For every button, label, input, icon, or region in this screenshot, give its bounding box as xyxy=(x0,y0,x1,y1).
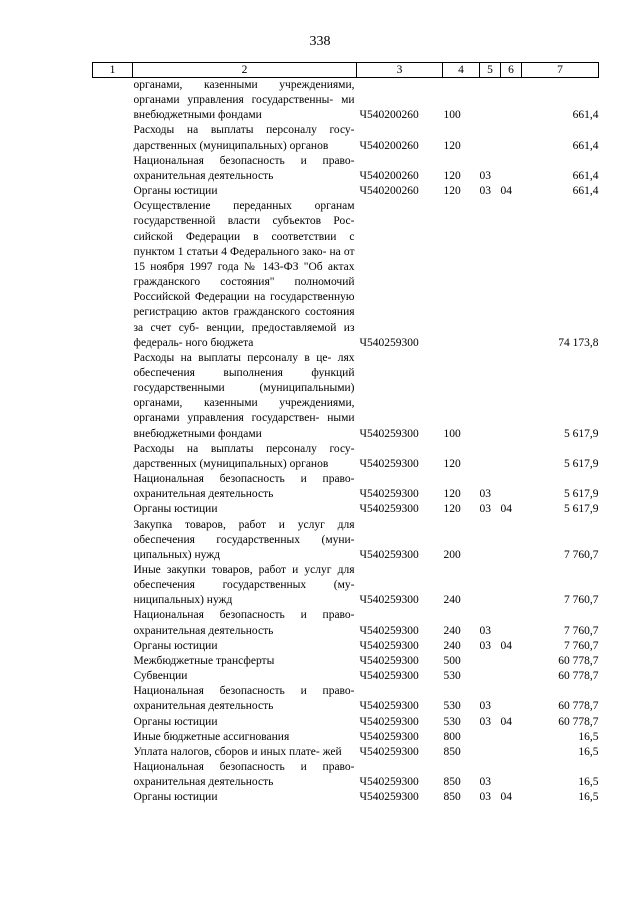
cell-amount: 661,4 xyxy=(572,169,599,182)
cell-amount: 60 778,7 xyxy=(558,654,599,667)
table-row xyxy=(93,184,599,199)
name-line: для обеспечения государственных (му- xyxy=(133,564,355,592)
cell-subsection xyxy=(501,669,522,684)
cell-name xyxy=(133,184,357,199)
name-line: "Об актах гражданского состояния" xyxy=(133,260,355,289)
name-line: ными внебюджетными фондами xyxy=(133,412,355,440)
table-row xyxy=(93,351,599,442)
cell-section: 03 xyxy=(479,624,491,637)
name-line: Национальная безопасность и право- xyxy=(133,473,355,486)
name-line: дарственных (муниципальных) органов xyxy=(133,457,329,470)
cell-amount: 60 778,7 xyxy=(558,700,599,713)
cell-subsection xyxy=(501,518,522,563)
cell-name xyxy=(133,790,357,805)
cell-section xyxy=(480,123,501,153)
cell-code: Ч540259300 xyxy=(359,715,419,728)
name-line: ми внебюджетными фондами xyxy=(133,94,355,122)
name-line: охранительная деятельность xyxy=(133,169,274,182)
cell-expense-type: 850 xyxy=(443,776,461,789)
cell-subsection xyxy=(501,563,522,608)
name-line: лях обеспечения выполнения функций xyxy=(133,351,355,379)
cell-empty xyxy=(93,472,133,502)
column-header-6: 6 xyxy=(501,63,522,78)
cell-amount: 60 778,7 xyxy=(558,670,599,683)
cell-section xyxy=(480,730,501,745)
cell-name xyxy=(133,518,357,563)
page-number: 338 xyxy=(309,34,331,49)
cell-expense-type: 530 xyxy=(443,715,461,728)
cell-empty xyxy=(93,684,133,714)
cell-subsection xyxy=(501,123,522,153)
cell-name xyxy=(133,154,357,184)
cell-empty xyxy=(93,502,133,517)
cell-section xyxy=(480,351,501,442)
name-line: Органы юстиции xyxy=(133,715,218,728)
cell-expense-type: 120 xyxy=(443,488,461,501)
cell-section xyxy=(480,199,501,351)
name-line: Иные бюджетные ассигнования xyxy=(133,730,290,743)
cell-section xyxy=(480,745,501,760)
cell-amount: 60 778,7 xyxy=(558,715,599,728)
name-line: Расходы на выплаты персоналу в це- xyxy=(133,351,332,364)
table-row xyxy=(93,123,599,153)
name-line: охранительная деятельность xyxy=(133,488,274,501)
cell-subsection xyxy=(501,760,522,790)
cell-amount: 7 760,7 xyxy=(564,548,599,561)
table-row xyxy=(93,154,599,184)
name-line: охранительная деятельность xyxy=(133,624,274,637)
name-line: государственной власти субъектов Рос- xyxy=(133,215,355,228)
cell-section: 03 xyxy=(479,700,491,713)
cell-expense-type xyxy=(443,199,480,351)
cell-expense-type: 120 xyxy=(443,185,461,198)
cell-code: Ч540259300 xyxy=(359,594,419,607)
name-line: Субвенции xyxy=(133,670,188,683)
cell-amount: 661,4 xyxy=(572,185,599,198)
cell-name xyxy=(133,745,357,760)
cell-name xyxy=(133,563,357,608)
name-line: органами управления государственны- xyxy=(133,94,334,107)
cell-empty xyxy=(93,199,133,351)
cell-name xyxy=(133,608,357,638)
name-line: Национальная безопасность и право- xyxy=(133,609,355,622)
cell-name xyxy=(133,730,357,745)
cell-section: 03 xyxy=(479,791,491,804)
table-row xyxy=(93,442,599,472)
table-row xyxy=(93,502,599,517)
cell-subsection xyxy=(501,745,522,760)
name-line: Национальная безопасность и право- xyxy=(133,761,355,774)
cell-code: Ч540259300 xyxy=(359,730,419,743)
name-line: полномочий Российской Федерации на xyxy=(133,276,355,304)
cell-amount: 16,5 xyxy=(578,730,599,743)
name-line: охранительная деятельность xyxy=(133,776,274,789)
column-header-5: 5 xyxy=(480,63,501,78)
cell-amount: 16,5 xyxy=(578,776,599,789)
name-line: органами, казенными учреждениями, xyxy=(133,79,355,91)
cell-code: Ч540259300 xyxy=(359,457,419,470)
cell-section: 03 xyxy=(479,503,491,516)
name-line: ного бюджета xyxy=(185,336,254,349)
cell-subsection xyxy=(501,730,522,745)
cell-code: Ч540200260 xyxy=(359,169,419,182)
cell-section xyxy=(480,654,501,669)
cell-expense-type: 530 xyxy=(443,700,461,713)
cell-empty xyxy=(93,123,133,153)
table-row xyxy=(93,608,599,638)
cell-code: Ч540259300 xyxy=(359,488,419,501)
cell-section: 03 xyxy=(479,185,491,198)
cell-code: Ч540200260 xyxy=(359,139,419,152)
cell-empty xyxy=(93,442,133,472)
cell-code: Ч540259300 xyxy=(359,503,419,516)
cell-empty xyxy=(93,518,133,563)
cell-subsection: 04 xyxy=(500,185,512,198)
cell-section: 03 xyxy=(479,488,491,501)
cell-subsection: 04 xyxy=(500,503,512,516)
cell-empty xyxy=(93,790,133,805)
cell-name xyxy=(133,502,357,517)
cell-expense-type: 100 xyxy=(443,109,461,122)
cell-expense-type: 850 xyxy=(443,791,461,804)
column-header-3: 3 xyxy=(357,63,443,78)
cell-expense-type: 240 xyxy=(443,639,461,652)
cell-empty xyxy=(93,639,133,654)
column-header-7: 7 xyxy=(522,63,599,78)
name-line: ципальных) нужд xyxy=(133,548,221,561)
cell-code: Ч540259300 xyxy=(359,700,419,713)
name-line: Уплата налогов, сборов и иных плате- xyxy=(133,745,320,758)
table-row xyxy=(93,715,599,730)
cell-code: Ч540259300 xyxy=(359,670,419,683)
cell-expense-type: 530 xyxy=(443,670,461,683)
name-line: органами управления государствен- xyxy=(133,412,320,425)
cell-expense-type: 200 xyxy=(443,548,461,561)
cell-name xyxy=(133,639,357,654)
cell-subsection xyxy=(501,351,522,442)
cell-amount: 661,4 xyxy=(572,139,599,152)
table-row xyxy=(93,199,599,351)
cell-code: Ч540259300 xyxy=(359,791,419,804)
cell-empty xyxy=(93,351,133,442)
cell-expense-type: 120 xyxy=(443,503,461,516)
cell-subsection: 04 xyxy=(500,791,512,804)
cell-section xyxy=(480,563,501,608)
name-line: ниципальных) нужд xyxy=(133,594,233,607)
table-row xyxy=(93,669,599,684)
cell-section xyxy=(480,78,501,124)
cell-code: Ч540259300 xyxy=(359,654,419,667)
cell-expense-type: 850 xyxy=(443,745,461,758)
cell-code: Ч540200260 xyxy=(359,185,419,198)
cell-name xyxy=(133,715,357,730)
cell-name xyxy=(133,199,357,351)
cell-section xyxy=(480,518,501,563)
name-line: Органы юстиции xyxy=(133,503,218,516)
cell-subsection xyxy=(501,684,522,714)
cell-section xyxy=(480,442,501,472)
cell-subsection xyxy=(501,154,522,184)
name-line: Межбюджетные трансферты xyxy=(133,654,275,667)
cell-code: Ч540259300 xyxy=(359,624,419,637)
cell-code: Ч540259300 xyxy=(359,745,419,758)
cell-subsection xyxy=(501,654,522,669)
cell-name xyxy=(133,760,357,790)
name-line: обеспечения государственных (муни- xyxy=(133,533,355,546)
cell-expense-type: 120 xyxy=(443,139,461,152)
cell-code: Ч540259300 xyxy=(359,548,419,561)
cell-section: 03 xyxy=(479,776,491,789)
cell-amount: 7 760,7 xyxy=(564,594,599,607)
cell-name xyxy=(133,123,357,153)
budget-table xyxy=(92,62,599,806)
table-row xyxy=(93,563,599,608)
name-line: охранительная деятельность xyxy=(133,700,274,713)
name-line: государственную регистрацию актов xyxy=(133,291,355,319)
cell-amount: 74 173,8 xyxy=(558,336,599,349)
cell-empty xyxy=(93,78,133,124)
cell-expense-type: 800 xyxy=(443,730,461,743)
cell-expense-type: 500 xyxy=(443,654,461,667)
name-line: венции, предоставляемой из федераль- xyxy=(133,321,355,349)
cell-empty xyxy=(93,654,133,669)
name-line: Органы юстиции xyxy=(133,791,218,804)
cell-code: Ч540259300 xyxy=(359,776,419,789)
table-row xyxy=(93,745,599,760)
table-row xyxy=(93,472,599,502)
cell-empty xyxy=(93,608,133,638)
name-line: Национальная безопасность и право- xyxy=(133,154,355,167)
cell-name xyxy=(133,442,357,472)
cell-subsection: 04 xyxy=(500,715,512,728)
cell-empty xyxy=(93,184,133,199)
name-line: сийской Федерации в соответствии с xyxy=(133,230,355,243)
name-line: пунктом 1 статьи 4 Федерального зако- xyxy=(133,245,327,258)
column-header-2: 2 xyxy=(133,63,357,78)
name-line: Иные закупки товаров, работ и услуг xyxy=(133,564,332,576)
cell-subsection xyxy=(501,199,522,351)
cell-code: Ч540259300 xyxy=(359,336,419,349)
cell-amount: 661,4 xyxy=(572,109,599,122)
cell-expense-type: 120 xyxy=(443,169,461,182)
name-line: гражданского состояния за счет суб- xyxy=(133,306,355,334)
cell-amount: 5 617,9 xyxy=(564,457,599,470)
name-line: Органы юстиции xyxy=(133,185,218,198)
cell-subsection xyxy=(501,78,522,124)
cell-name xyxy=(133,351,357,442)
name-line: Национальная безопасность и право- xyxy=(133,685,355,698)
cell-code: Ч540259300 xyxy=(359,639,419,652)
cell-name xyxy=(133,472,357,502)
table-header-row xyxy=(93,63,599,78)
table-row xyxy=(93,684,599,714)
table-body xyxy=(93,78,599,806)
cell-amount: 16,5 xyxy=(578,791,599,804)
cell-amount: 5 617,9 xyxy=(564,488,599,501)
column-header-1: 1 xyxy=(93,63,133,78)
cell-empty xyxy=(93,730,133,745)
table-row xyxy=(93,654,599,669)
table-row xyxy=(93,518,599,563)
cell-name xyxy=(133,684,357,714)
cell-name xyxy=(133,78,357,124)
name-line: государственными (муниципальными) xyxy=(133,382,355,395)
cell-amount: 5 617,9 xyxy=(564,427,599,440)
cell-amount: 7 760,7 xyxy=(564,639,599,652)
cell-empty xyxy=(93,669,133,684)
name-line: Органы юстиции xyxy=(133,639,218,652)
cell-empty xyxy=(93,154,133,184)
cell-name xyxy=(133,669,357,684)
cell-section: 03 xyxy=(479,639,491,652)
name-line: органами, казенными учреждениями, xyxy=(133,397,355,410)
name-line: жей xyxy=(322,745,342,758)
cell-section: 03 xyxy=(479,169,491,182)
cell-subsection xyxy=(501,472,522,502)
column-header-4: 4 xyxy=(443,63,480,78)
cell-expense-type: 120 xyxy=(443,457,461,470)
name-line: Расходы на выплаты персоналу госу- xyxy=(133,124,355,137)
cell-subsection xyxy=(501,608,522,638)
cell-amount: 5 617,9 xyxy=(564,503,599,516)
table-row xyxy=(93,790,599,805)
cell-expense-type: 240 xyxy=(443,624,461,637)
cell-subsection xyxy=(501,442,522,472)
table-row xyxy=(93,760,599,790)
cell-section: 03 xyxy=(479,715,491,728)
cell-empty xyxy=(93,563,133,608)
name-line: Закупка товаров, работ и услуг для xyxy=(133,518,355,531)
cell-code: Ч540259300 xyxy=(359,427,419,440)
cell-empty xyxy=(93,760,133,790)
cell-amount: 7 760,7 xyxy=(564,624,599,637)
cell-amount: 16,5 xyxy=(578,745,599,758)
name-line: на от 15 ноября 1997 года № 143-ФЗ xyxy=(133,245,355,273)
name-line: Осуществление переданных органам xyxy=(133,200,355,213)
table-row xyxy=(93,78,599,124)
cell-code: Ч540200260 xyxy=(359,109,419,122)
name-line: Расходы на выплаты персоналу госу- xyxy=(133,442,355,455)
cell-empty xyxy=(93,715,133,730)
table-row xyxy=(93,730,599,745)
name-line: дарственных (муниципальных) органов xyxy=(133,139,329,152)
cell-expense-type: 240 xyxy=(443,594,461,607)
cell-expense-type: 100 xyxy=(443,427,461,440)
cell-name xyxy=(133,654,357,669)
cell-empty xyxy=(93,745,133,760)
table-row xyxy=(93,639,599,654)
cell-subsection: 04 xyxy=(500,639,512,652)
cell-section xyxy=(480,669,501,684)
